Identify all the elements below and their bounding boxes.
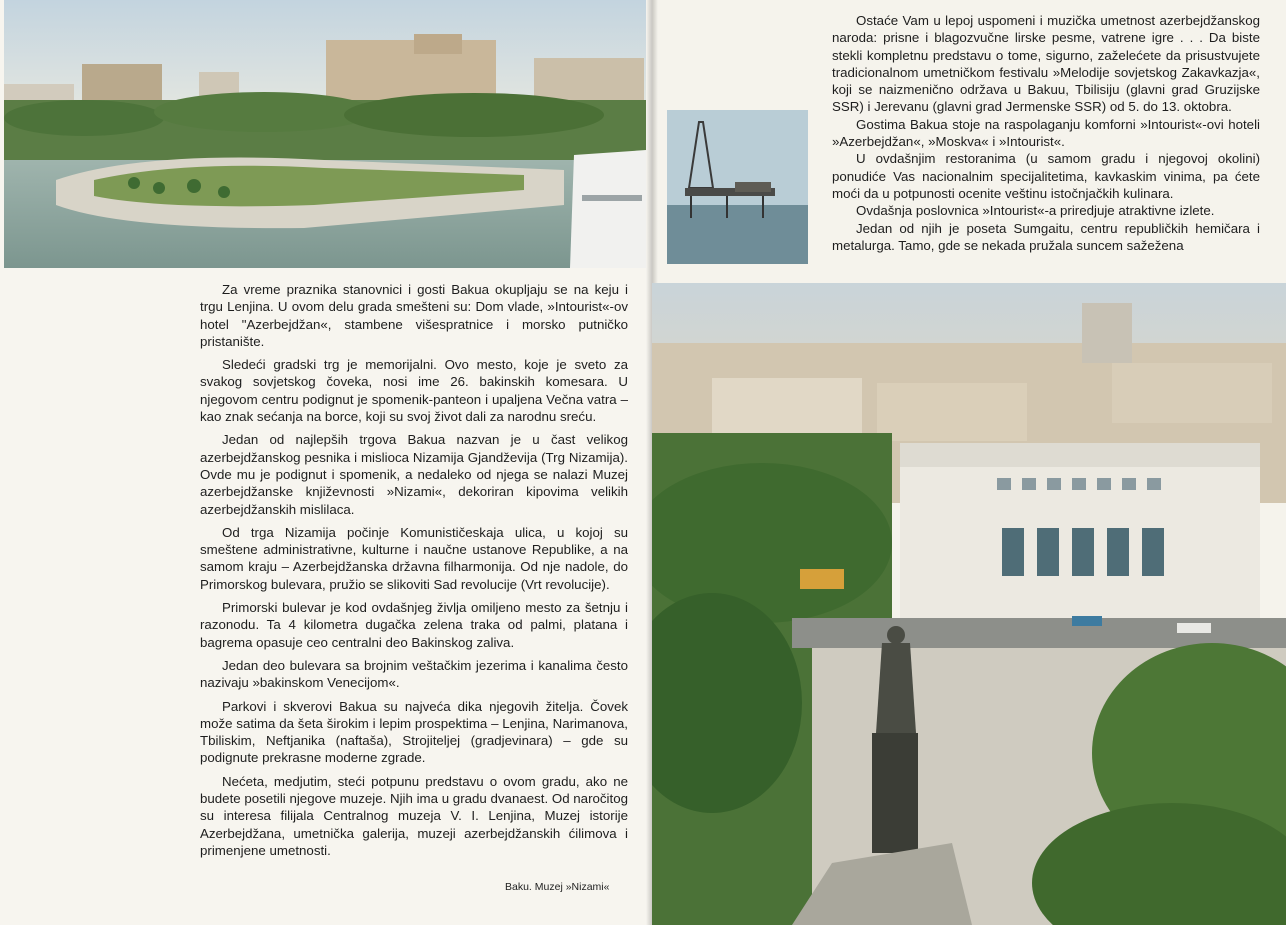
paragraph: Primorski bulevar je kod ovdašnjeg življa omiljeno mesto za šetnju i razonodu. Ta 4 kilometra dugačka zelena traka od palmi, platana i bagrema opasuje ceo centralni deo Bakinskog zaliva. [200,600,628,650]
paragraph: Od trga Nizamija počinje Komunističeskaja ulica, u kojoj su smeštene administrativne, kulturne i naučne ustanove Republike, a na samom kraju – Azerbejdžanska državna filharmonija. Od nje nadole, do Primorskog bulevara, pružio se slikoviti Sad revolucije (Vrt revolucije). [200,524,628,592]
paragraph: U ovdašnjim restoranima (u samom gradu i njegovoj okolini) ponudiće Vas nacionalnim specijalitetima, kavkaskim vinima, pa ćete moći da u potpunosti ocenite veštinu istočnjačkih kulinara. [832,151,1260,201]
paragraph: Ovdašnja poslovnica »Intourist«-a priredjuje atraktivne izlete. [856,203,1215,219]
left-page-body-text [200,281,628,865]
paragraph: Nećeta, medjutim, steći potpunu predstavu o ovom gradu, ako ne budete posetili njegove muzeje. Njih ima u gradu dvanaest. Od naročitog su interesa filijala Centralnog muzeja V. I. Lenjina, Muzej istorije Azerbejdžana, umetnička galerija, muzeji azerbejdžanskih ćilimova i primenjene umetnosti. [200,773,628,858]
nizami-museum-photo [652,283,1286,925]
right-page-body-text [832,12,1260,254]
oil-rig-photo [667,110,808,264]
paragraph: Ostaće Vam u lepoj uspomeni i muzička umetnost azerbejdžanskog naroda: prisne i blagozvučne lirske pesme, vatrene igre . . . Da biste stekli kompletnu predstavu o tome, sigurno, zaželećete da prisustvujete tradicionalnom umetničkom festivalu »Melodije sovjetskog Zakavkazja«, koji se naizmenično održava u Bakuu, Tbilisiju (glavni grad Gruzijske SSR) i Jerevanu (glavni grad Jermenske SSR) od 5. do 13. oktobra. [832,13,1260,115]
paragraph: Jedan od najlepših trgova Bakua nazvan je u čast velikog azerbejdžanskog pesnika i mislioca Nizamija Gjandževija (Trg Nizamija). Ovde mu je podignut i spomenik, a nedaleko od njega se nalazi Muzej azerbejdžanske književnosti »Nizami«, dekoriran kipovima velikih azerbejdžanskih mislilaca. [200,432,628,517]
paragraph: Jedan od njih je poseta Sumgaitu, centru republičkih hemičara i metalurga. Tamo, gde se nekada pružala suncem sažežena [832,220,1260,253]
paragraph: Za vreme praznika stanovnici i gosti Bakua okupljaju se na keju i trgu Lenjina. U ovom delu grada smešteni su: Dom vlade, »Intourist«-ov hotel "Azerbejdžan«, stambene višespratnice i morsko putničko pristanište. [200,282,628,349]
photo-caption: Baku. Muzej »Nizami« [505,881,610,893]
harbor-photo [4,0,646,268]
paragraph: Gostima Bakua stoje na raspolaganju komforni »Intourist«-ovi hoteli »Azerbejdžan«, »Moskva« i »Intourist«. [832,116,1260,150]
paragraph: Parkovi i skverovi Bakua su najveća dika njegovih žitelja. Čovek može satima da šeta širokim i lepim prospektima – Lenjina, Narimanova, Tbiliskim, Neftjanika (naftaša), Strojiteljej (gradjevinara) – gde su podignute prekrasne moderne zgrade. [200,698,628,766]
paragraph: Jedan deo bulevara sa brojnim veštačkim jezerima i kanalima često nazivaju »bakinskom Venecijom«. [200,657,628,691]
paragraph: Sledeći gradski trg je memorijalni. Ovo mesto, koje je sveto za svakog sovjetskog čoveka, nosi ime 26. bakinskih komesara. U njegovom centru podignut je spomenik-panteon i upaljena Večna vatra – kao znak sećanja na borce, koji su svoj život dali za narodnu sreću. [200,357,628,425]
